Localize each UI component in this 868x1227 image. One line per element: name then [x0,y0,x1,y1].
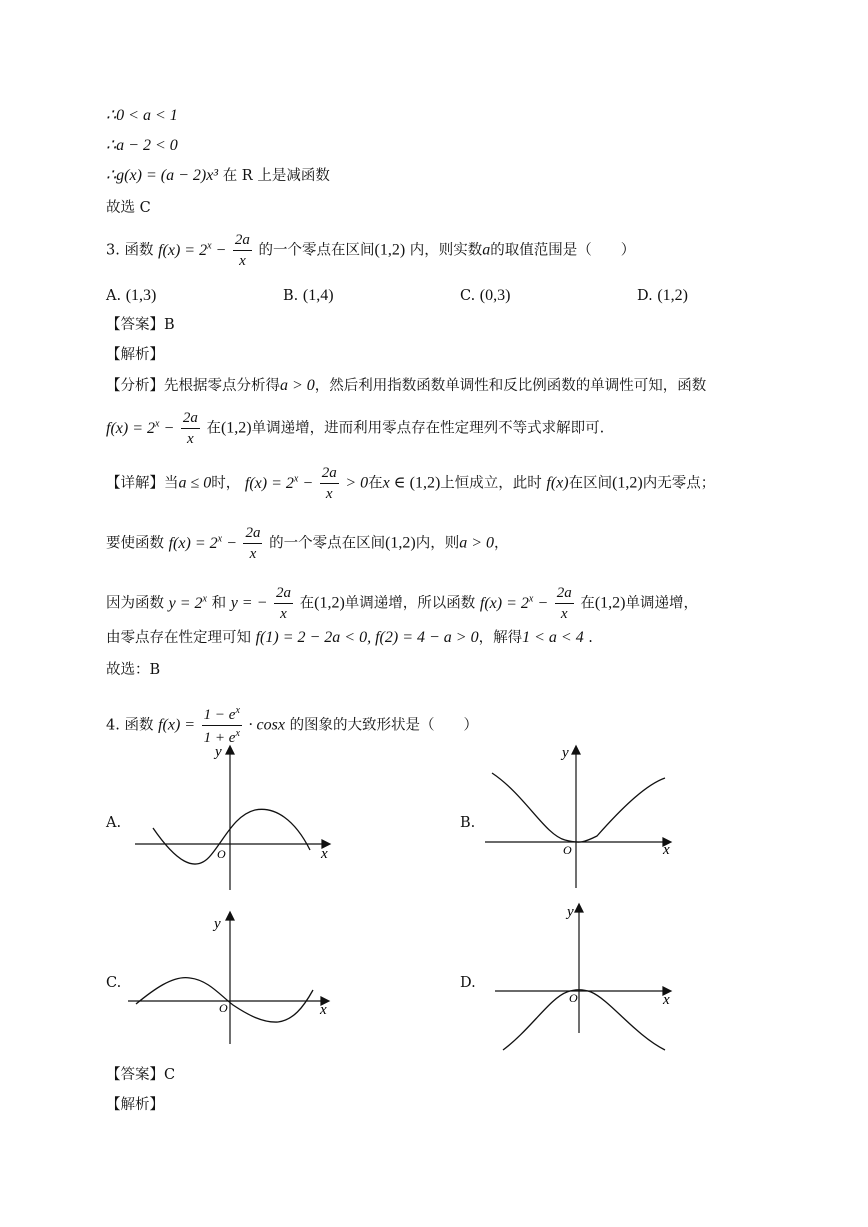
q4-graph-b-y: y [562,745,569,761]
q3-option-a [106,287,156,305]
q4-graph-b-origin: O [563,843,572,857]
q3-stem-pre: 3. 函数 [106,242,154,259]
g-formula: ∴g(x) = (a − 2)x³ [106,167,219,184]
q3-a-le-0: a ≤ 0 [178,474,212,492]
q4-graph-d-x: x [663,992,670,1008]
q3-yinwei-line [106,585,698,622]
q4-graph-d-curve [503,990,665,1050]
q4-graph-a-origin: O [217,847,226,861]
q4-frac: $\frac{1 - e^x}{1 + e^x}$ [203,705,240,746]
q3-f-formula: $f(x) = 2^x$ − [158,240,227,259]
q3-yinwei-3: 在 [299,595,315,612]
q3-stem-tail: 内，则实数 [409,242,483,259]
q3-option-c-label: C. [460,288,476,304]
q3-analysis-head: 【解析】 [106,347,164,363]
q4-graph-b-axes [485,746,671,888]
q3-xiangjie-frac: $\frac{2a}{x}$ [321,465,337,502]
q3-fenxi-frac: $\frac{2a}{x}$ [182,410,198,447]
q3-fenxi-1: 【分析】先根据零点分析得 [106,378,280,394]
q3-option-a-label: A. [106,288,122,304]
q3-yaoshi-line: 要使函数 $f(x) = 2^x$ − $\frac{2a}{x}$ 的一个零点在区间(1,2)内，则a > 0， [106,525,509,562]
q3-youling-formula: f(1) = 2 − 2a < 0, f(2) = 4 − a > 0 [255,629,479,646]
q4-stem-pre: 4. 函数 [106,717,154,734]
q3-option-b-value: (1,4) [302,287,334,304]
q4-graph-d-axes [495,904,671,1033]
q3-option-d-label: D. [637,288,653,304]
q3-youling-1: 由零点存在性定理可知 [106,630,251,646]
q3-result: 1 < a < 4 [522,629,584,646]
q3-yaoshi-a-gt-0: a > 0 [459,534,495,552]
q4-label-d: D. [460,975,476,991]
q4-graph-d-y: y [567,904,574,920]
q3-fenxi-3: 在 [206,420,221,437]
q3-yaoshi-formula: $f(x) = 2^x$ − [168,533,237,552]
q3-fenxi-line2 [106,410,604,447]
q4-graph-a-x: x [321,846,328,862]
q3-yinwei-5: 在 [580,595,595,612]
q4-graph-a-axes [135,746,330,890]
q3-x-in: x ∈ [382,474,410,492]
q4-graph-d-origin: O [569,991,578,1005]
q3-option-c [460,287,510,305]
line-a-minus-2-lt-0: ∴a − 2 < 0 [106,137,178,154]
q3-xiangjie-line [106,465,715,502]
q4-cos: · cosx [248,716,285,734]
q3-answer: 【答案】B [106,317,175,333]
q3-yinwei-frac1: $\frac{2a}{x}$ [276,585,291,622]
q3-y-neg: y = − [230,594,268,612]
q3-xiangjie-2: 时， [211,475,241,492]
q3-yinwei-4: 单调递增，所以函数 [344,595,476,612]
q3-stem-end: 的取值范围是（ ） [490,242,636,259]
q3-stem [106,232,635,269]
q4-answer: 【答案】C [106,1067,176,1083]
q3-stem-post: 的一个零点在区间 [258,242,375,259]
q4-graph-d [495,900,680,1055]
q3-frac-2a-x: $\frac{2a}{x}$ [234,232,250,269]
q3-interval: (1,2) [374,241,406,259]
g-text: 在 R 上是减函数 [222,168,330,184]
q4-graph-a-y: y [215,744,222,760]
q4-graph-b-x: x [663,842,670,858]
q3-yinwei-frac2: $\frac{2a}{x}$ [556,585,572,622]
q4-f: f(x) = [158,716,196,734]
q3-fenxi-4: 单调递增，进而利用零点存在性定理列不等式求解即可. [251,420,605,437]
q3-xiangjie-5: 在区间 [568,475,613,492]
q3-fenxi-interval: (1,2) [220,419,252,437]
q3-xiangjie-1: 【详解】当 [106,475,179,492]
q3-xiangjie-4: 上恒成立，此时 [440,475,542,492]
q3-yaoshi-3: 内，则 [415,535,460,552]
q4-analysis-head: 【解析】 [106,1097,164,1113]
q3-yinwei-6: 单调递增， [625,595,698,612]
q3-yinwei-formula: $f(x) = 2^x$ − [479,593,549,612]
q3-fx: f(x) [546,474,569,492]
q3-yaoshi-frac: $\frac{2a}{x}$ [245,525,261,562]
q3-option-a-value: (1,3) [125,287,157,304]
q4-graph-c-origin: O [219,1001,228,1015]
q4-graph-b-curve [492,773,665,842]
q3-option-b [283,287,334,305]
q3-xiangjie-6: 内无零点； [642,475,716,492]
q4-stem-post: 的图象的大致形状是（ ） [289,717,479,734]
q4-graph-c-y: y [214,916,221,932]
q3-var-a: a [482,241,491,259]
q3-yaoshi-interval: (1,2) [385,534,416,552]
q3-fenxi-formula: $f(x) = 2^x$ − [106,418,175,437]
line-0-lt-a-lt-1: ∴0 < a < 1 [106,107,178,124]
q3-option-d-value: (1,2) [657,287,688,304]
q3-yaoshi-2: 的一个零点在区间 [269,535,386,552]
q4-graph-b [485,740,680,895]
q3-yinwei-2: 和 [211,595,227,612]
q3-xiangjie-interval: (1,2) [409,474,441,492]
q3-option-b-label: B. [283,288,299,304]
q3-xiangjie-formula: $f(x) = 2^x$ − [244,473,314,492]
q3-fenxi-line1 [106,378,706,394]
q4-graph-c-x: x [320,1002,327,1018]
q4-graph-a-curve [153,809,310,864]
q4-label-c: C. [106,975,122,991]
q4-label-b: B. [460,815,476,831]
q4-graph-a [135,740,335,895]
q4-graph-c-axes [128,912,329,1044]
q4-graph-c-curve [136,978,313,1022]
q4-label-a: A. [106,815,122,831]
q3-y-2x: $y = 2^x$ [168,593,207,612]
q3-final: 故选：B [106,662,161,678]
q3-youling-line: 由零点存在性定理可知 f(1) = 2 − 2a < 0, f(2) = 4 − a > 0，解得1 < a < 4 . [106,629,593,646]
q3-youling-2: ，解得 [478,630,523,646]
q3-xiangjie-3: 在 [368,475,383,492]
q3-gt-zero: > 0 [345,474,369,492]
line-choose-c: 故选 C [106,200,151,216]
q3-option-c-value: (0,3) [479,287,511,304]
q3-yinwei-interval2: (1,2) [594,594,626,612]
q3-xiangjie-interval2: (1,2) [612,474,643,492]
q3-a-gt-0: a > 0 [280,377,315,394]
q3-yinwei-interval1: (1,2) [314,594,345,612]
line-g-decreasing [106,168,330,184]
q3-yaoshi-1: 要使函数 [106,535,164,552]
q3-fenxi-2: ，然后利用指数函数单调性和反比例函数的单调性可知，函数 [314,378,707,394]
q3-yinwei-1: 因为函数 [106,595,164,612]
q3-option-d [637,287,688,305]
q4-graph-c [128,910,333,1050]
